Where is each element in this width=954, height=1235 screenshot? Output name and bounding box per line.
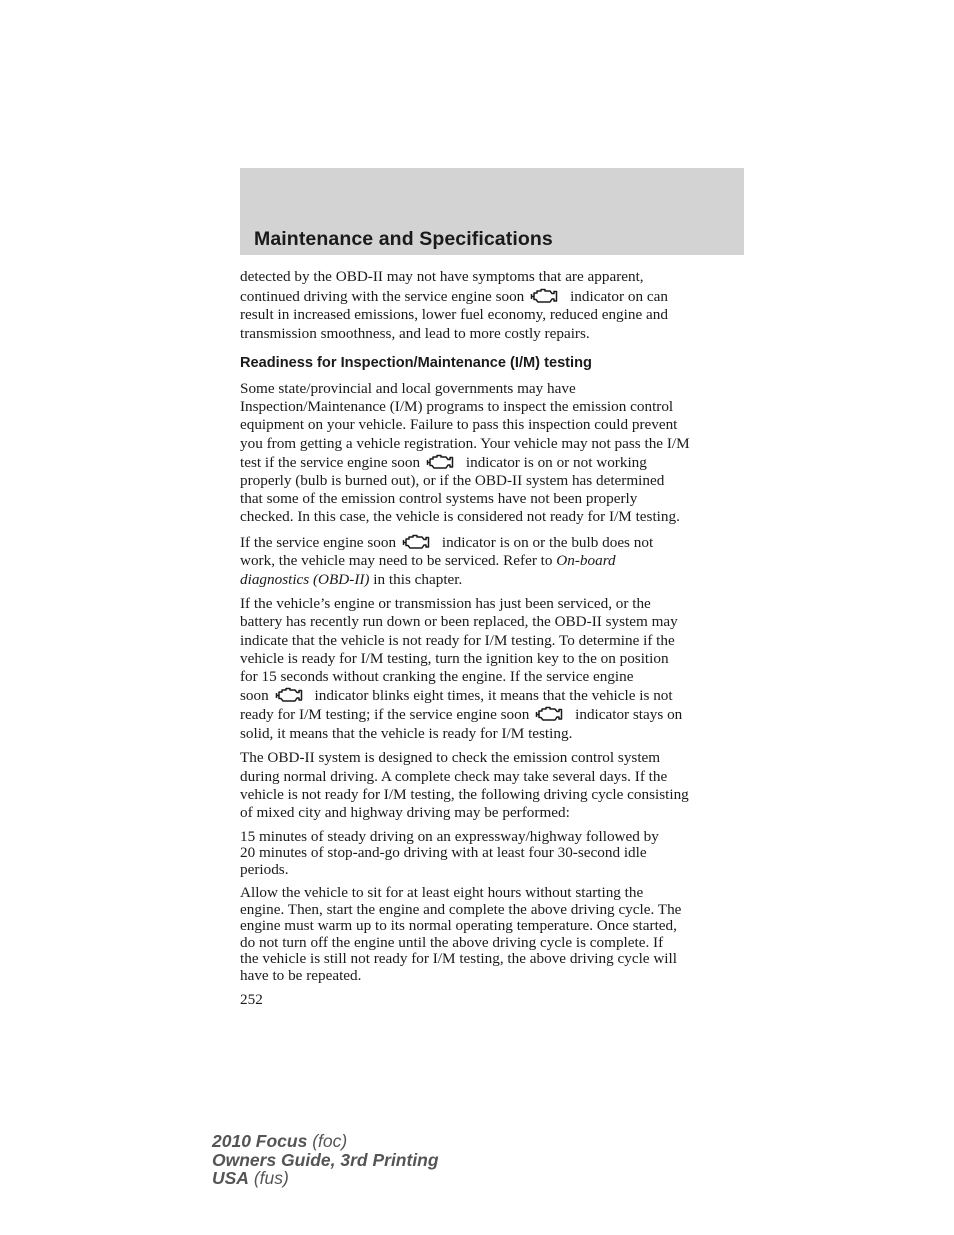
text-line: detected by the OBD-II may not have symptoms that are apparent, bbox=[240, 268, 644, 285]
text-line: result in increased emissions, lower fuel economy, reduced engine and bbox=[240, 306, 668, 324]
text-segment: in this chapter. bbox=[373, 570, 463, 588]
text-line: have to be repeated. bbox=[240, 966, 362, 984]
text-line: for 15 seconds without cranking the engine. If the service engine bbox=[240, 668, 634, 686]
section-header-band bbox=[240, 168, 744, 255]
subheading-readiness: Readiness for Inspection/Maintenance (I/M) testing bbox=[240, 355, 592, 372]
text-segment: indicator on can bbox=[570, 287, 668, 305]
text-line: engine. Then, start the engine and complete the above driving cycle. The bbox=[240, 900, 682, 918]
footer-edition bbox=[212, 1132, 439, 1188]
text-segment: test if the service engine soon bbox=[240, 453, 421, 471]
text-line: vehicle is not ready for I/M testing, the following driving cycle consisting bbox=[240, 785, 689, 803]
text-segment: ready for I/M testing; if the service engine soon bbox=[240, 706, 530, 724]
cross-reference: On-board bbox=[556, 552, 616, 570]
text-line: The OBD-II system is designed to check the emission control system bbox=[240, 749, 661, 767]
check-engine-icon bbox=[530, 287, 560, 304]
text-line: that some of the emission control systems have not been properly bbox=[240, 490, 638, 508]
text-line: transmission smoothness, and lead to more costly repairs. bbox=[240, 324, 590, 342]
text-line: of mixed city and highway driving may be performed: bbox=[240, 803, 570, 821]
paragraph-obd-check bbox=[240, 749, 746, 822]
check-engine-icon bbox=[535, 705, 565, 722]
text-segment: soon bbox=[240, 687, 269, 705]
text-line bbox=[240, 533, 746, 552]
text-line bbox=[240, 287, 746, 307]
text-segment: If the service engine soon bbox=[240, 534, 397, 552]
text-segment: indicator is on or not working bbox=[465, 453, 647, 471]
text-line bbox=[240, 552, 746, 570]
check-engine-icon bbox=[426, 453, 456, 470]
text-segment: indicator is on or the bulb does not bbox=[441, 534, 654, 552]
text-line: Inspection/Maintenance (I/M) programs to inspect the emission control bbox=[240, 398, 674, 416]
text-line: equipment on your vehicle. Failure to pass this inspection could prevent bbox=[240, 416, 678, 434]
text-line: solid, it means that the vehicle is ready for I/M testing. bbox=[240, 724, 573, 742]
text-line: Some state/provincial and local governments may have bbox=[240, 379, 576, 397]
section-title: Maintenance and Specifications bbox=[254, 228, 553, 250]
paragraph-recently-serviced bbox=[240, 595, 746, 743]
text-line: 15 minutes of steady driving on an expressway/highway followed by bbox=[240, 827, 659, 845]
text-line: vehicle is ready for I/M testing, turn the ignition key to the on position bbox=[240, 649, 669, 667]
footer-line-guide bbox=[212, 1151, 439, 1170]
footer-market-code: (fus) bbox=[253, 1168, 289, 1189]
text-line bbox=[240, 571, 746, 589]
footer-line-market bbox=[212, 1169, 439, 1188]
paragraph-sit-eight-hours bbox=[240, 885, 746, 985]
page-content bbox=[240, 268, 746, 1009]
cross-reference: diagnostics (OBD-II) bbox=[240, 570, 370, 588]
text-line: battery has recently run down or been replaced, the OBD-II system may bbox=[240, 613, 678, 631]
text-segment: indicator blinks eight times, it means that the vehicle is not bbox=[314, 687, 673, 705]
text-line: checked. In this case, the vehicle is considered not ready for I/M testing. bbox=[240, 508, 680, 526]
text-line: If the vehicle’s engine or transmission has just been serviced, or the bbox=[240, 595, 651, 613]
text-segment: continued driving with the service engine soon bbox=[240, 287, 525, 305]
text-line bbox=[240, 686, 746, 705]
paragraph-indicator-on bbox=[240, 533, 746, 589]
text-line: do not turn off the engine until the above driving cycle is complete. If bbox=[240, 933, 664, 951]
text-line bbox=[240, 453, 746, 472]
footer-model: 2010 Focus bbox=[212, 1131, 308, 1151]
text-segment: indicator stays on bbox=[575, 706, 683, 724]
footer-market: USA bbox=[212, 1168, 249, 1189]
paragraph-obd-symptoms bbox=[240, 268, 746, 343]
text-line: 20 minutes of stop-and-go driving with at least four 30-second idle bbox=[240, 844, 647, 862]
text-line: you from getting a vehicle registration. Your vehicle may not pass the I/M bbox=[240, 434, 690, 452]
footer-guide: Owners Guide, 3rd Printing bbox=[212, 1149, 439, 1170]
check-engine-icon bbox=[275, 686, 305, 703]
check-engine-icon bbox=[402, 533, 432, 550]
text-line: during normal driving. A complete check may take several days. If the bbox=[240, 767, 668, 785]
paragraph-im-programs bbox=[240, 380, 746, 527]
footer-line-model bbox=[212, 1132, 439, 1151]
text-line: periods. bbox=[240, 860, 289, 878]
footer-model-code: (foc) bbox=[312, 1131, 348, 1151]
text-line bbox=[240, 705, 746, 724]
text-line: the vehicle is still not ready for I/M testing, the above driving cycle will bbox=[240, 950, 677, 968]
paragraph-driving-cycle bbox=[240, 829, 746, 879]
text-line: engine must warm up to its normal operating temperature. Once started, bbox=[240, 917, 677, 935]
page-number: 252 bbox=[240, 991, 263, 1009]
text-segment: work, the vehicle may need to be serviced. Refer to bbox=[240, 552, 553, 570]
text-line: properly (bulb is burned out), or if the OBD-II system has determined bbox=[240, 471, 665, 489]
text-line: indicate that the vehicle is not ready for I/M testing. To determine if the bbox=[240, 631, 675, 649]
text-line: Allow the vehicle to sit for at least eight hours without starting the bbox=[240, 883, 644, 901]
